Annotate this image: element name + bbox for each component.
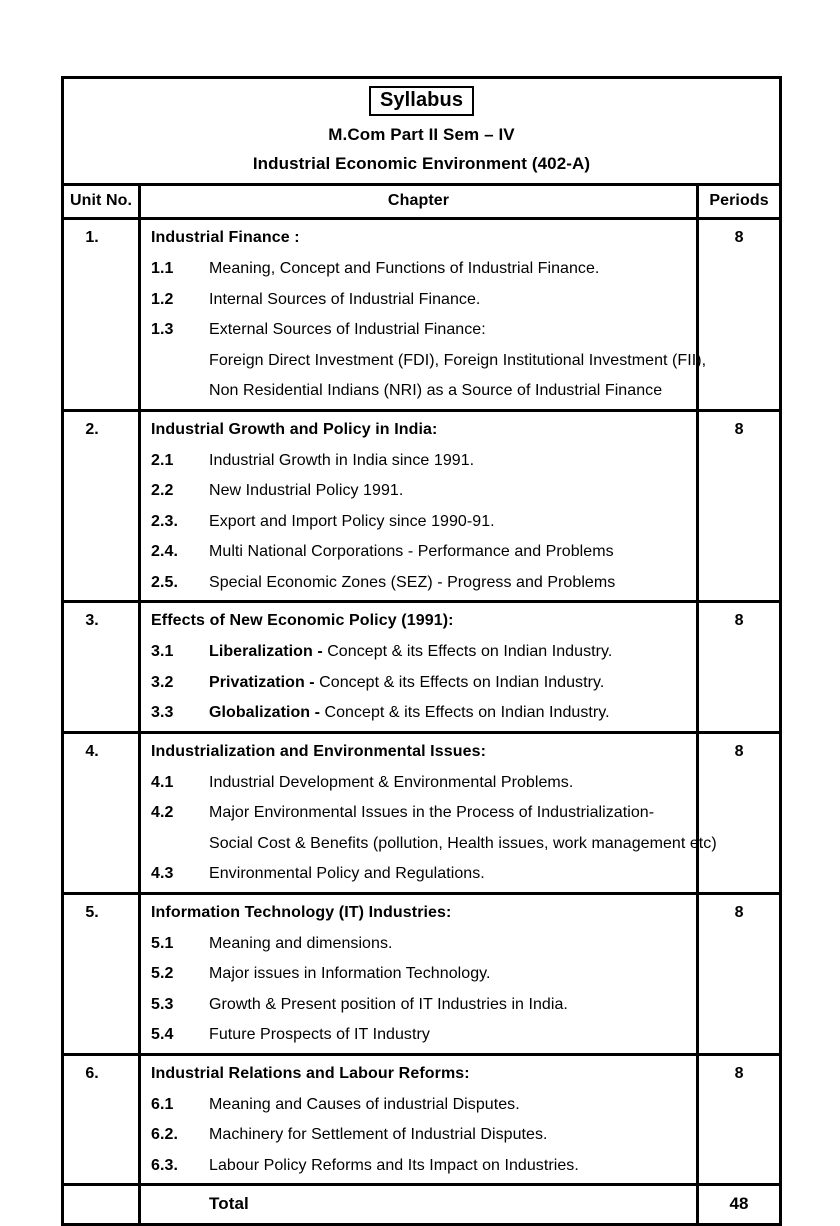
unit-title: Industrial Growth and Policy in India: — [151, 420, 438, 438]
unit-rows — [63, 219, 781, 1185]
unit-sub-item-number: 3.1 — [151, 643, 174, 661]
unit-sub-item-number: 1.3 — [151, 321, 174, 339]
column-header-row — [63, 185, 781, 219]
total-row — [63, 1185, 781, 1225]
unit-number: 6. — [63, 1054, 140, 1185]
unit-sub-item-keyword: Privatization - — [209, 673, 315, 691]
document-header — [63, 78, 781, 185]
unit-sub-item-number: 5.1 — [151, 934, 174, 952]
unit-periods: 8 — [698, 732, 781, 893]
unit-sub-item-detail: Concept & its Effects on Indian Industry. — [314, 673, 605, 691]
unit-sub-item-number: 2.5. — [151, 573, 179, 591]
unit-row — [63, 410, 781, 602]
unit-sub-item — [151, 451, 696, 471]
unit-sub-item — [151, 642, 696, 662]
unit-sub-item-number: 1.1 — [151, 260, 174, 277]
unit-sub-item-text: Meaning, Concept and Functions of Industrial Finance. — [209, 260, 600, 277]
unit-chapter-cell — [140, 1054, 698, 1185]
unit-sub-item-number: 5.2 — [151, 965, 174, 983]
unit-sub-item — [151, 703, 696, 723]
column-header-unit-no: Unit No. — [63, 185, 140, 219]
syllabus-title-box: Syllabus — [369, 86, 474, 116]
unit-number: 5. — [63, 893, 140, 1054]
unit-sub-item-number: 4.3 — [151, 865, 174, 883]
unit-sub-item-number: 4.2 — [151, 804, 174, 822]
unit-sub-item-number: 6.3. — [151, 1156, 179, 1174]
unit-row — [63, 732, 781, 893]
unit-sub-item-text: Special Economic Zones (SEZ) - Progress and Problems — [209, 573, 616, 591]
unit-periods: 8 — [698, 410, 781, 602]
unit-sub-item-text: Environmental Policy and Regulations. — [209, 865, 485, 883]
unit-continuation-line: Non Residential Indians (NRI) as a Source of Industrial Finance — [209, 382, 663, 400]
unit-sub-item-number: 6.2. — [151, 1126, 179, 1144]
unit-sub-item-text: Multi National Corporations - Performance and Problems — [209, 543, 614, 561]
unit-periods: 8 — [698, 1054, 781, 1185]
unit-sub-item — [151, 1095, 696, 1115]
unit-chapter-cell — [140, 219, 707, 411]
unit-title: Effects of New Economic Policy (1991): — [151, 612, 454, 630]
column-header-chapter: Chapter — [140, 185, 698, 219]
unit-sub-item — [151, 673, 696, 693]
unit-sub-item-keyword: Globalization - — [209, 704, 320, 722]
unit-periods: 8 — [698, 219, 781, 411]
unit-sub-item — [151, 542, 696, 562]
unit-sub-item-detail: Concept & its Effects on Indian Industry. — [319, 704, 610, 722]
unit-title: Industrial Finance : — [151, 229, 300, 246]
unit-sub-item — [151, 773, 696, 793]
unit-row — [63, 602, 781, 733]
unit-periods: 8 — [698, 893, 781, 1054]
unit-sub-item — [151, 1156, 696, 1176]
unit-sub-item-number: 1.2 — [151, 290, 174, 308]
column-header-periods: Periods — [698, 185, 781, 219]
unit-sub-item-text — [209, 703, 610, 723]
unit-sub-item-text — [209, 642, 612, 662]
unit-number: 2. — [63, 410, 140, 602]
unit-sub-item-text: Labour Policy Reforms and Its Impact on Industries. — [209, 1156, 579, 1174]
unit-continuation-line: Foreign Direct Investment (FDI), Foreign Institutional Investment (FII), — [209, 351, 707, 369]
course-line: M.Com Part II Sem – IV — [328, 125, 515, 144]
unit-title: Information Technology (IT) Industries: — [151, 903, 452, 921]
unit-sub-item — [151, 573, 696, 593]
unit-chapter-cell — [140, 602, 698, 733]
unit-sub-item-number: 2.3. — [151, 512, 179, 530]
unit-row — [63, 893, 781, 1054]
unit-sub-item — [151, 1125, 696, 1145]
unit-row — [63, 219, 781, 411]
unit-sub-item-text: Internal Sources of Industrial Finance. — [209, 290, 481, 308]
unit-sub-item — [151, 512, 696, 532]
unit-sub-item — [151, 1025, 696, 1045]
subject-line: Industrial Economic Environment (402-A) — [252, 154, 591, 173]
unit-sub-item — [151, 995, 696, 1015]
unit-number: 1. — [63, 219, 140, 411]
unit-sub-item-number: 2.2 — [151, 482, 174, 500]
unit-sub-item — [151, 259, 696, 279]
unit-title: Industrialization and Environmental Issues: — [151, 742, 487, 760]
unit-sub-item-number: 3.2 — [151, 673, 174, 691]
unit-chapter-cell — [140, 410, 698, 602]
header-row — [63, 78, 781, 185]
unit-sub-item-text: Industrial Growth in India since 1991. — [209, 451, 475, 469]
unit-number: 4. — [63, 732, 140, 893]
unit-row — [63, 1054, 781, 1185]
unit-sub-item-number: 5.3 — [151, 995, 174, 1013]
unit-sub-item-number: 3.3 — [151, 704, 174, 722]
unit-sub-item-text: Meaning and Causes of industrial Disputes. — [209, 1095, 520, 1113]
unit-sub-item-text: Growth & Present position of IT Industries in India. — [209, 995, 568, 1013]
unit-sub-item — [151, 481, 696, 501]
unit-sub-item — [151, 964, 696, 984]
unit-sub-item-number: 4.1 — [151, 773, 174, 791]
unit-sub-item-number: 6.1 — [151, 1095, 174, 1113]
unit-sub-item — [151, 320, 696, 340]
unit-sub-item-text: Major Environmental Issues in the Process of Industrialization- — [209, 804, 655, 822]
syllabus-table-body — [63, 78, 781, 219]
unit-sub-item-number: 2.1 — [151, 451, 174, 469]
unit-sub-item-text: Future Prospects of IT Industry — [209, 1026, 430, 1044]
unit-sub-item-text: Industrial Development & Environmental Problems. — [209, 773, 574, 791]
unit-sub-item-text: External Sources of Industrial Finance: — [209, 321, 486, 339]
unit-sub-item-text: Major issues in Information Technology. — [209, 965, 491, 983]
unit-sub-item-text: Machinery for Settlement of Industrial Disputes. — [209, 1126, 548, 1144]
unit-number: 3. — [63, 602, 140, 733]
total-unit-cell — [63, 1185, 140, 1225]
unit-continuation-line: Social Cost & Benefits (pollution, Health issues, work management etc) — [209, 834, 717, 852]
unit-sub-item-text: Meaning and dimensions. — [209, 934, 393, 952]
total-periods: 48 — [698, 1185, 781, 1225]
unit-sub-item — [151, 864, 696, 884]
unit-sub-item — [151, 290, 696, 310]
unit-sub-item-text — [209, 673, 604, 693]
unit-title: Industrial Relations and Labour Reforms: — [151, 1064, 470, 1082]
unit-sub-item — [151, 934, 696, 954]
unit-sub-item-number: 2.4. — [151, 543, 179, 561]
unit-sub-item-text: New Industrial Policy 1991. — [209, 482, 404, 500]
unit-chapter-cell — [140, 732, 717, 893]
unit-sub-item — [151, 803, 696, 823]
unit-sub-item-keyword: Liberalization - — [209, 643, 323, 661]
unit-periods: 8 — [698, 602, 781, 733]
unit-sub-item-text: Export and Import Policy since 1990-91. — [209, 512, 495, 530]
unit-sub-item-number: 5.4 — [151, 1026, 174, 1044]
unit-chapter-cell — [140, 893, 698, 1054]
syllabus-table — [61, 76, 782, 1226]
total-label: Total — [140, 1185, 698, 1225]
unit-sub-item-detail: Concept & its Effects on Indian Industry. — [322, 643, 613, 661]
